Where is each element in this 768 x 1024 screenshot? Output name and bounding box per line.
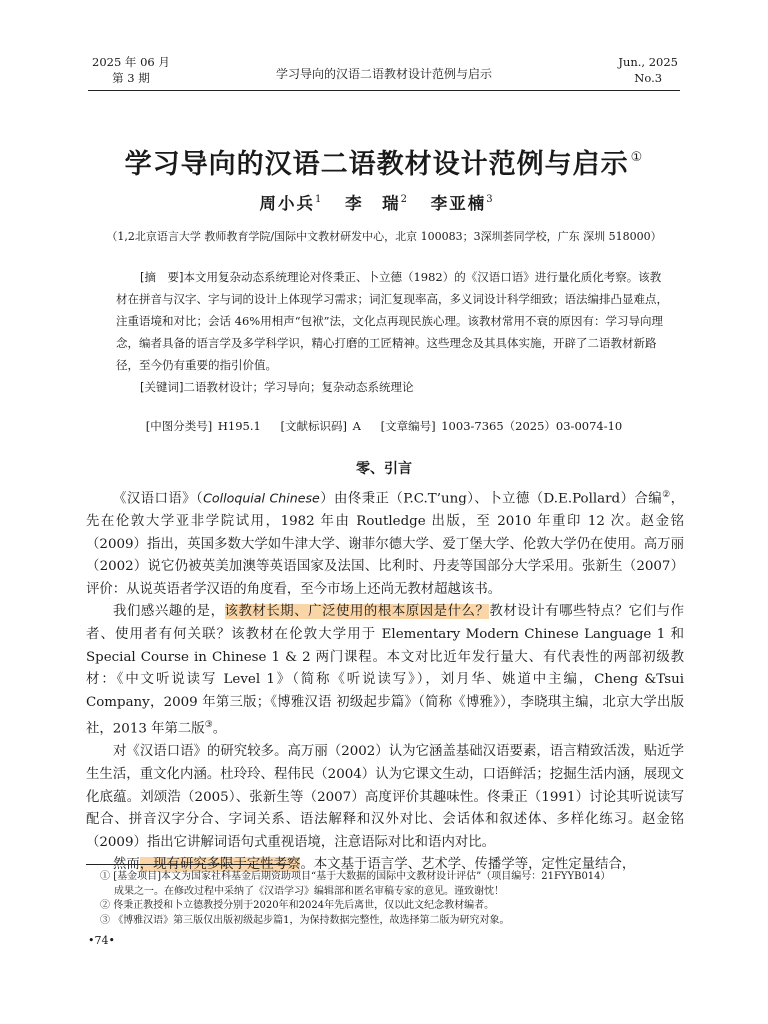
- footnote-mark: ①: [100, 871, 110, 882]
- footnote-1-cont: 成果之一。在修改过程中采纳了《汉语学习》编辑部和匿名审稿专家的意见。谨致谢忱！: [114, 885, 504, 897]
- author-affil-mark: 1: [314, 194, 324, 205]
- classification-line: [0, 418, 768, 434]
- footnote-2: [100, 899, 680, 914]
- header-divider: [88, 90, 680, 91]
- author-affil-mark: 2: [400, 194, 409, 205]
- footnote-ref[interactable]: ②: [662, 490, 671, 500]
- footnote-text: 《博雅汉语》第三版仅出版初级起步篇1，为保持数据完整性，故选择第二版为研究对象。: [113, 914, 510, 926]
- author-affiliations: （1,2北京语言大学 教师教育学院/国际中文教材研发中心，北京 100083；3深圳荟同学校，广东 深圳 518000）: [106, 230, 662, 243]
- author-name: 周小兵: [259, 194, 315, 213]
- article-number: [文章编号] 1003-7365（2025）03-0074-10: [380, 419, 623, 433]
- author-name: 李 瑞: [345, 194, 401, 213]
- abstract-paragraph: [116, 266, 670, 376]
- clc-number: [中图分类号] H195.1: [145, 419, 261, 433]
- text-run: ，先在伦敦大学亚非学院试用，1982 年由 Routledge 出版，至 2010 年重印 12 次。赵金铭（2009）指出，英国多数大学如牛津大学、谢菲尔德大学、爱丁堡大学、伦敦大学仍在使用。高万丽（2002）说它仍被英美加澳等英语国家及法国、比利时、丹麦等国部分大学采用。张新生（2007）评价：从说英语者学汉语的角度看，至今市场上还尚无教材超越该书。: [86, 491, 684, 597]
- paragraph-1: [86, 484, 684, 601]
- article-title-text: 学习导向的汉语二语教材设计范例与启示: [124, 149, 629, 180]
- body-text: [86, 484, 684, 877]
- abstract-label: [摘 要]: [140, 270, 184, 284]
- abstract-text: 本文用复杂动态系统理论对佟秉正、卜立德（1982）的《汉语口语》进行量化质化考察。该教材在拼音与汉字、字与词的设计上体现学习需求；词汇复现率高，多义词设计科学细致；语法编排凸显难点，注重语境和对比；会话 46%用相声“包袱”法，文化点再现民族心理。该教材常用不衰的原因有：学习导向理念，编者具备的语言学及多学科学识，精心打磨的工匠精神。这些理念及其具体实施，开辟了二语教材新路径，至今仍有重要的指引价值。: [116, 270, 668, 372]
- footnote-mark: ②: [100, 900, 110, 911]
- issue-number-en: No.3: [634, 71, 663, 85]
- footnote-mark: ③: [100, 914, 110, 926]
- running-header-title: 学习导向的汉语二语教材设计范例与启示: [275, 67, 492, 81]
- author-list: [0, 190, 768, 214]
- text-run: ）由佟秉正（P.C.T’ung）、卜立德（D.E.Pollard）合编: [319, 491, 663, 507]
- text-run: 我们感兴趣的是，: [113, 604, 225, 620]
- text-run: 《汉语口语》（: [113, 491, 204, 507]
- section-heading: 零、引言: [356, 461, 412, 477]
- footnote-divider: [86, 864, 290, 865]
- keywords-label: [关键词]: [140, 380, 184, 394]
- author-affil-mark: 3: [486, 194, 495, 205]
- paragraph-2: [86, 601, 684, 741]
- text-run: 。: [212, 721, 227, 737]
- footnote-text: 佟秉正教授和卜立德教授分别于2020年和2024年先后离世，仅以此文纪念教材编者。: [113, 900, 495, 911]
- footnote-text: 本文为国家社科基金后期资助项目“基于大数据的国际中文教材设计评估”（项目编号：21FYYB014）: [161, 871, 611, 882]
- highlighted-text[interactable]: ，现有研究多限于定性考察: [139, 857, 301, 873]
- text-run: 教材设计有哪些特点？它们与作者、使用者有何关联？该教材在伦敦大学用于 Elementary Modern Chinese Language 1 和 Special Course in Chinese 1 & 2 两门课程。本文对比近年发行量大、有代表性的两部初级教材：《中文听说读写 Level 1》（简称《听说读写》），刘月华、姚道中主编，Cheng &Tsui Company，2009 年第三版；《博雅汉语 初级起步篇》（简称《博雅》），李晓琪主编，北京大学出版社，2013 年第二版: [86, 604, 685, 737]
- page-number: •74•: [88, 934, 115, 947]
- text-run: 。本文基于语言学、艺术学、传播学等，定性定量结合，: [300, 857, 636, 873]
- english-title: Colloquial Chinese: [203, 490, 320, 506]
- highlighted-text[interactable]: 该教材长期、广泛使用的根本原因是什么？: [224, 604, 490, 620]
- author-name: 李亚楠: [430, 194, 487, 213]
- abstract-block: [116, 266, 670, 398]
- issue-number: 第 3 期: [112, 71, 150, 85]
- footnotes: [100, 870, 680, 928]
- footnote-ref[interactable]: ③: [204, 720, 213, 731]
- issue-date-en: Jun., 2025: [618, 55, 678, 69]
- footnote-3: [100, 914, 680, 929]
- footnote-label: [基金项目]: [113, 871, 161, 882]
- keywords-text: 二语教材设计；学习导向；复杂动态系统理论: [183, 380, 414, 394]
- running-header-right: [618, 54, 678, 86]
- title-footnote-mark[interactable]: ①: [630, 150, 644, 165]
- text-run: 然而: [113, 857, 140, 873]
- keywords-paragraph: [116, 376, 670, 398]
- issue-date: 2025 年 06 月: [92, 55, 170, 69]
- article-title: [0, 142, 768, 181]
- document-code: [文献标识码] A: [280, 419, 361, 433]
- footnote-1: [100, 870, 680, 885]
- paragraph-3: 对《汉语口语》的研究较多。高万丽（2002）认为它涵盖基础汉语要素，语言精致活泼，贴近学生生活，重文化内涵。杜玲玲、程伟民（2004）认为它课文生动，口语鲜活；挖掘生活内涵，展现文化底蕴。刘颂浩（2005）、张新生等（2007）高度评价其趣味性。佟秉正（1991）讨论其听说读写配合、拼音汉字分合、字词关系、语法解释和汉外对比、会话体和叙述体、多样化练习。赵金铭（2009）指出它讲解词语句式重视语境，注意语际对比和语内对比。: [86, 744, 684, 850]
